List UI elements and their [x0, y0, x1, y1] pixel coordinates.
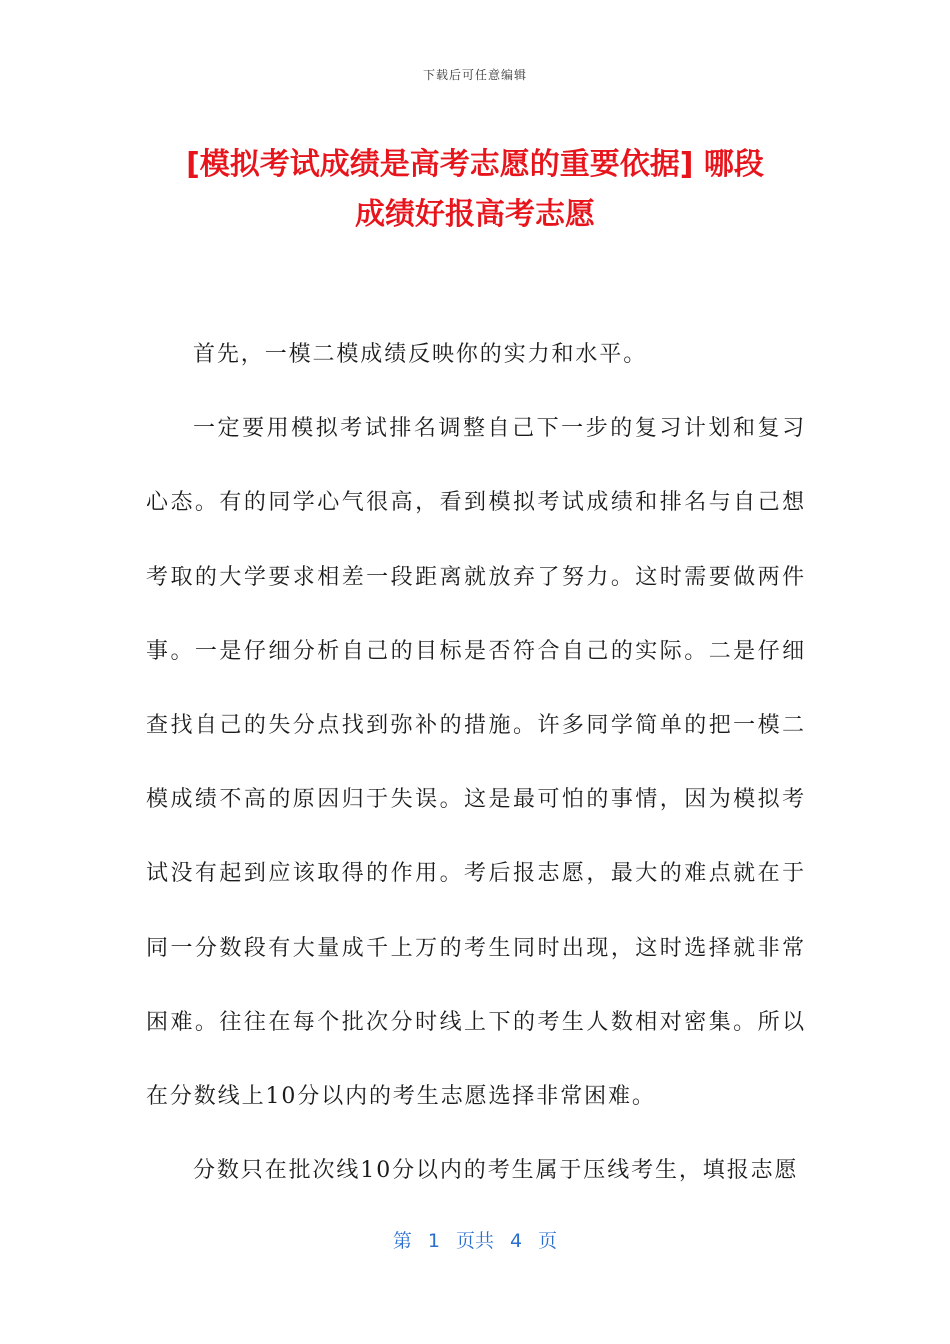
paragraph-2: 一定要用模拟考试排名调整自己下一步的复习计划和复习心态。有的同学心气很高，看到模拟考试成绩和排名与自己想考取的大学要求相差一段距离就放弃了努力。这时需要做两件事。一是仔细分析自己的目标是否符合自己的实际。二是仔细查找自己的失分点找到弥补的措施。许多同学简单的把一模二模成绩不高的原因归于失误。这是最可怕的事情，因为模拟考试没有起到应该取得的作用。考后报志愿，最大的难点就在于同一分数段有大量成千上万的考生同时出现，这时选择就非常困难。往往在每个批次分时线上下的考生人数相对密集。所以在分数线上10分以内的考生志愿选择非常困难。 — [146, 416, 806, 1110]
document-body — [146, 318, 806, 1208]
footer-page-of-word: 页共 — [455, 1230, 494, 1252]
document-title — [120, 140, 830, 240]
footer-current-page: 1 — [427, 1230, 440, 1252]
paragraph-3: 分数只在批次线10分以内的考生属于压线考生，填报志愿 — [193, 1158, 799, 1184]
document-title-line-1: [模拟考试成绩是高考志愿的重要依据] 哪段 — [186, 147, 764, 182]
footer-page-word-end: 页 — [538, 1230, 558, 1252]
document-title-line-2: 成绩好报高考志愿 — [355, 197, 595, 232]
footer-total-pages: 4 — [510, 1230, 523, 1252]
page-header-note: 下载后可任意编辑 — [422, 68, 527, 82]
paragraph-1: 首先，一模二模成绩反映你的实力和水平。 — [193, 342, 648, 367]
footer-page-word: 第 — [392, 1230, 412, 1252]
page-number-footer — [0, 1226, 950, 1253]
